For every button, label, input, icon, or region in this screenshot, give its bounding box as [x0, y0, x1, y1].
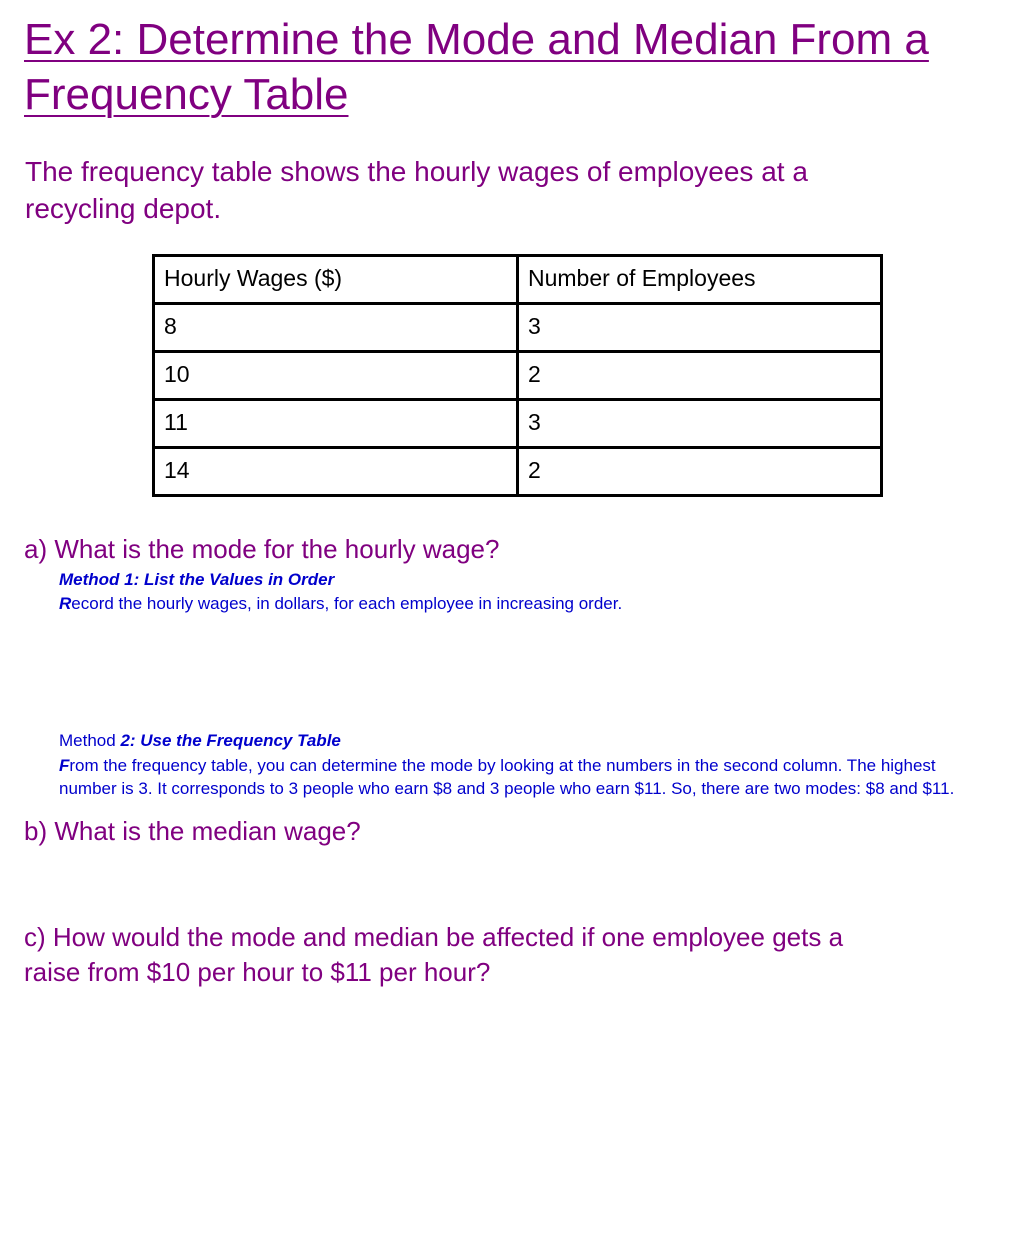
table-row	[154, 352, 882, 400]
table-row	[154, 304, 882, 352]
employee-count-cell: 3	[518, 304, 882, 352]
method2-body	[59, 754, 994, 800]
method1-title: Method 1: List the Values in Order	[59, 570, 335, 589]
wage-cell: 14	[154, 448, 518, 496]
question-b: b) What is the median wage?	[24, 816, 361, 846]
method2-initial: F	[59, 756, 70, 775]
employee-count-cell: 2	[518, 352, 882, 400]
question-a: a) What is the mode for the hourly wage?	[24, 534, 500, 564]
employee-count-cell: 2	[518, 448, 882, 496]
wage-cell: 8	[154, 304, 518, 352]
page-title: Ex 2: Determine the Mode and Median From a Frequency Table	[24, 15, 929, 119]
wage-cell: 11	[154, 400, 518, 448]
intro-text: The frequency table shows the hourly wages of employees at a recycling depot.	[25, 156, 808, 224]
method1-text: ecord the hourly wages, in dollars, for each employee in increasing order.	[71, 594, 623, 613]
frequency-table	[152, 254, 883, 497]
method2-title-plain: Method	[59, 731, 121, 750]
method1-initial: R	[59, 594, 72, 613]
method2-title	[59, 731, 341, 751]
question-c: c) How would the mode and median be affected if one employee gets a raise from $10 per hour to $11 per hour?	[24, 922, 844, 987]
header-number-of-employees: Number of Employees	[518, 256, 882, 304]
method1-body	[59, 593, 622, 615]
employee-count-cell: 3	[518, 400, 882, 448]
table-row	[154, 448, 882, 496]
method2-title-emph: 2: Use the Frequency Table	[120, 731, 341, 750]
wage-cell: 10	[154, 352, 518, 400]
header-hourly-wages: Hourly Wages ($)	[154, 256, 518, 304]
table-header-row	[154, 256, 882, 304]
table-row	[154, 400, 882, 448]
method2-text: rom the frequency table, you can determine the mode by looking at the numbers in the second column. The highest number is 3. It corresponds to 3 people who earn $8 and 3 people who earn $11. So, there are two modes: $8 and $11.	[59, 756, 955, 798]
